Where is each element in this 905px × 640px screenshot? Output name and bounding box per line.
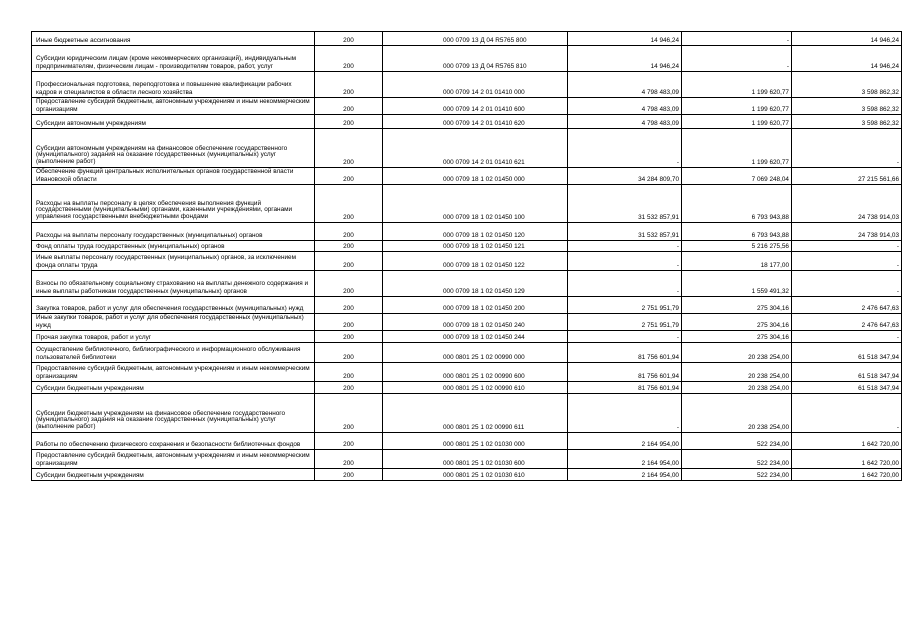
row-code-cell: 200 (315, 185, 383, 223)
row-code-cell: 200 (315, 252, 383, 271)
row-executed-amount-cell: 20 238 254,00 (682, 343, 792, 363)
row-name-cell: Предоставление субсидий бюджетным, автономным учреждениям и иным некоммерческим организациям (32, 450, 315, 469)
row-executed-amount-cell: 275 304,16 (682, 297, 792, 314)
row-approved-amount-cell: 14 946,24 (568, 46, 682, 72)
row-code-cell: 200 (315, 98, 383, 115)
row-approved-amount-cell: 81 756 601,94 (568, 343, 682, 363)
row-name-cell: Иные выплаты персоналу государственных (муниципальных) органов, за исключением фонда оплаты труда (32, 252, 315, 271)
table-row (32, 297, 902, 314)
row-approved-amount-cell: 2 164 954,00 (568, 433, 682, 450)
row-remainder-amount-cell: 1 642 720,00 (792, 433, 902, 450)
row-budget-code-cell: 000 0709 18 1 02 01450 000 (383, 168, 568, 185)
row-code-cell: 200 (315, 271, 383, 297)
row-budget-code-cell: 000 0801 25 1 02 00990 611 (383, 394, 568, 433)
row-executed-amount-cell: 275 304,16 (682, 331, 792, 343)
row-budget-code-cell: 000 0709 18 1 02 01450 122 (383, 252, 568, 271)
row-approved-amount-cell: 4 798 483,09 (568, 72, 682, 98)
row-approved-amount-cell: 2 164 954,00 (568, 450, 682, 469)
row-remainder-amount-cell: 14 946,24 (792, 46, 902, 72)
table-row (32, 469, 902, 481)
row-code-cell: 200 (315, 450, 383, 469)
table-row (32, 314, 902, 331)
row-budget-code-cell: 000 0709 14 2 01 01410 600 (383, 98, 568, 115)
row-name-cell: Расходы на выплаты персоналу государственных (муниципальных) органов (32, 223, 315, 241)
row-budget-code-cell: 000 0709 18 1 02 01450 121 (383, 241, 568, 252)
row-approved-amount-cell: 4 798 483,09 (568, 115, 682, 129)
table-row (32, 98, 902, 115)
row-approved-amount-cell: 2 751 951,79 (568, 314, 682, 331)
row-name-cell: Профессиональная подготовка, переподготовка и повышение квалификации рабочих кадров и специалистов в области лесного хозяйства (32, 72, 315, 98)
table-row (32, 271, 902, 297)
row-remainder-amount-cell: 2 476 647,63 (792, 314, 902, 331)
row-remainder-amount-cell: 1 642 720,00 (792, 469, 902, 481)
row-name-cell: Субсидии юридическим лицам (кроме некоммерческих организаций), индивидуальным предпринимателям, физическим лицам - производителям товаров, работ, услуг (32, 46, 315, 72)
row-approved-amount-cell: 2 164 954,00 (568, 469, 682, 481)
row-code-cell: 200 (315, 314, 383, 331)
table-row (32, 343, 902, 363)
row-name-cell: Обеспечение функций центральных исполнительных органов государственной власти Ивановской области (32, 168, 315, 185)
table-row (32, 394, 902, 433)
row-remainder-amount-cell: 61 518 347,94 (792, 363, 902, 382)
row-budget-code-cell: 000 0709 18 1 02 01450 240 (383, 314, 568, 331)
row-executed-amount-cell: 1 199 620,77 (682, 98, 792, 115)
table-row (32, 450, 902, 469)
row-code-cell: 200 (315, 46, 383, 72)
row-approved-amount-cell: 31 532 857,91 (568, 223, 682, 241)
row-approved-amount-cell: 2 751 951,79 (568, 297, 682, 314)
row-code-cell: 200 (315, 223, 383, 241)
row-executed-amount-cell: 20 238 254,00 (682, 394, 792, 433)
row-executed-amount-cell: 18 177,00 (682, 252, 792, 271)
row-executed-amount-cell: 5 216 275,56 (682, 241, 792, 252)
row-executed-amount-cell: - (682, 46, 792, 72)
row-executed-amount-cell: 1 199 620,77 (682, 115, 792, 129)
row-remainder-amount-cell: 1 642 720,00 (792, 450, 902, 469)
table-body (32, 32, 902, 481)
row-budget-code-cell: 000 0709 14 2 01 01410 000 (383, 72, 568, 98)
table-row (32, 223, 902, 241)
row-executed-amount-cell: 522 234,00 (682, 469, 792, 481)
row-code-cell: 200 (315, 343, 383, 363)
row-code-cell: 200 (315, 115, 383, 129)
row-executed-amount-cell: 6 793 943,88 (682, 185, 792, 223)
row-budget-code-cell: 000 0709 13 Д 04 R5765 800 (383, 32, 568, 46)
table-row (32, 363, 902, 382)
row-approved-amount-cell: - (568, 241, 682, 252)
row-budget-code-cell: 000 0709 18 1 02 01450 120 (383, 223, 568, 241)
row-name-cell: Иные закупки товаров, работ и услуг для обеспечения государственных (муниципальных) нужд (32, 314, 315, 331)
row-name-cell: Предоставление субсидий бюджетным, автономным учреждениям и иным некоммерческим организациям (32, 98, 315, 115)
row-name-cell: Работы по обеспечению физического сохранения и безопасности библиотечных фондов (32, 433, 315, 450)
row-executed-amount-cell: - (682, 32, 792, 46)
row-remainder-amount-cell: - (792, 271, 902, 297)
row-budget-code-cell: 000 0709 13 Д 04 R5765 810 (383, 46, 568, 72)
budget-execution-table (31, 31, 902, 481)
row-name-cell: Субсидии бюджетным учреждениям (32, 382, 315, 394)
row-name-cell: Субсидии бюджетным учреждениям (32, 469, 315, 481)
row-budget-code-cell: 000 0709 18 1 02 01450 129 (383, 271, 568, 297)
row-remainder-amount-cell: 27 215 561,66 (792, 168, 902, 185)
row-approved-amount-cell: - (568, 271, 682, 297)
row-name-cell: Взносы по обязательному социальному страхованию на выплаты денежного содержания и иные выплаты работникам государственных (муниципальных) органов (32, 271, 315, 297)
row-remainder-amount-cell: 2 476 647,63 (792, 297, 902, 314)
row-name-cell: Предоставление субсидий бюджетным, автономным учреждениям и иным некоммерческим организациям (32, 363, 315, 382)
row-approved-amount-cell: - (568, 252, 682, 271)
table-row (32, 433, 902, 450)
row-budget-code-cell: 000 0801 25 1 02 01030 600 (383, 450, 568, 469)
row-name-cell: Субсидии автономным учреждениям (32, 115, 315, 129)
row-approved-amount-cell: - (568, 129, 682, 168)
row-remainder-amount-cell: 61 518 347,94 (792, 343, 902, 363)
row-executed-amount-cell: 522 234,00 (682, 433, 792, 450)
row-name-cell: Осуществление библиотечного, библиографического и информационного обслуживания пользователей библиотеки (32, 343, 315, 363)
row-name-cell: Закупка товаров, работ и услуг для обеспечения государственных (муниципальных) нужд (32, 297, 315, 314)
row-name-cell: Иные бюджетные ассигнования (32, 32, 315, 46)
row-code-cell: 200 (315, 363, 383, 382)
row-remainder-amount-cell: - (792, 129, 902, 168)
row-budget-code-cell: 000 0801 25 1 02 00990 600 (383, 363, 568, 382)
row-approved-amount-cell: 34 284 809,70 (568, 168, 682, 185)
row-approved-amount-cell: - (568, 394, 682, 433)
row-executed-amount-cell: 20 238 254,00 (682, 382, 792, 394)
row-remainder-amount-cell: 3 598 862,32 (792, 98, 902, 115)
row-code-cell: 200 (315, 297, 383, 314)
row-remainder-amount-cell: - (792, 241, 902, 252)
table-row (32, 129, 902, 168)
row-code-cell: 200 (315, 129, 383, 168)
row-remainder-amount-cell: 24 738 914,03 (792, 223, 902, 241)
row-budget-code-cell: 000 0801 25 1 02 01030 000 (383, 433, 568, 450)
table-row (32, 32, 902, 46)
row-approved-amount-cell: 81 756 601,94 (568, 382, 682, 394)
row-remainder-amount-cell: 3 598 862,32 (792, 72, 902, 98)
row-budget-code-cell: 000 0801 25 1 02 01030 610 (383, 469, 568, 481)
row-code-cell: 200 (315, 382, 383, 394)
row-executed-amount-cell: 6 793 943,88 (682, 223, 792, 241)
row-name-cell: Фонд оплаты труда государственных (муниципальных) органов (32, 241, 315, 252)
row-executed-amount-cell: 7 069 248,04 (682, 168, 792, 185)
row-executed-amount-cell: 1 199 620,77 (682, 72, 792, 98)
row-approved-amount-cell: 14 946,24 (568, 32, 682, 46)
table-row (32, 115, 902, 129)
row-code-cell: 200 (315, 32, 383, 46)
row-code-cell: 200 (315, 469, 383, 481)
table-row (32, 168, 902, 185)
row-code-cell: 200 (315, 168, 383, 185)
table-row (32, 382, 902, 394)
table-row (32, 185, 902, 223)
row-remainder-amount-cell: - (792, 252, 902, 271)
row-remainder-amount-cell: 61 518 347,94 (792, 382, 902, 394)
row-budget-code-cell: 000 0709 14 2 01 01410 620 (383, 115, 568, 129)
row-remainder-amount-cell: - (792, 331, 902, 343)
row-code-cell: 200 (315, 394, 383, 433)
row-executed-amount-cell: 522 234,00 (682, 450, 792, 469)
row-code-cell: 200 (315, 331, 383, 343)
row-executed-amount-cell: 1 199 620,77 (682, 129, 792, 168)
row-name-cell: Субсидии бюджетным учреждениям на финансовое обеспечение государственного (муниципального) задания на оказание государственных (муниципальных) услуг (выполнение работ) (32, 394, 315, 433)
table-row (32, 46, 902, 72)
row-budget-code-cell: 000 0709 18 1 02 01450 200 (383, 297, 568, 314)
row-remainder-amount-cell: 14 946,24 (792, 32, 902, 46)
table-row (32, 252, 902, 271)
row-executed-amount-cell: 1 559 491,32 (682, 271, 792, 297)
row-approved-amount-cell: 31 532 857,91 (568, 185, 682, 223)
row-budget-code-cell: 000 0801 25 1 02 00990 610 (383, 382, 568, 394)
row-approved-amount-cell: - (568, 331, 682, 343)
row-remainder-amount-cell: - (792, 394, 902, 433)
row-budget-code-cell: 000 0709 18 1 02 01450 244 (383, 331, 568, 343)
row-remainder-amount-cell: 3 598 862,32 (792, 115, 902, 129)
row-budget-code-cell: 000 0709 14 2 01 01410 621 (383, 129, 568, 168)
table-row (32, 331, 902, 343)
row-approved-amount-cell: 4 798 483,09 (568, 98, 682, 115)
row-remainder-amount-cell: 24 738 914,03 (792, 185, 902, 223)
row-code-cell: 200 (315, 241, 383, 252)
row-code-cell: 200 (315, 72, 383, 98)
row-name-cell: Прочая закупка товаров, работ и услуг (32, 331, 315, 343)
row-approved-amount-cell: 81 756 601,94 (568, 363, 682, 382)
row-name-cell: Субсидии автономным учреждениям на финансовое обеспечение государственного (муниципального) задания на оказание государственных (муниципальных) услуг (выполнение работ) (32, 129, 315, 168)
row-executed-amount-cell: 20 238 254,00 (682, 363, 792, 382)
row-budget-code-cell: 000 0801 25 1 02 00990 000 (383, 343, 568, 363)
row-name-cell: Расходы на выплаты персоналу в целях обеспечения выполнения функций государственными (муниципальными) органами, казенными учреждениями, органами управления государственными внебюджетными фондами (32, 185, 315, 223)
table-row (32, 72, 902, 98)
row-budget-code-cell: 000 0709 18 1 02 01450 100 (383, 185, 568, 223)
row-code-cell: 200 (315, 433, 383, 450)
table-row (32, 241, 902, 252)
row-executed-amount-cell: 275 304,16 (682, 314, 792, 331)
